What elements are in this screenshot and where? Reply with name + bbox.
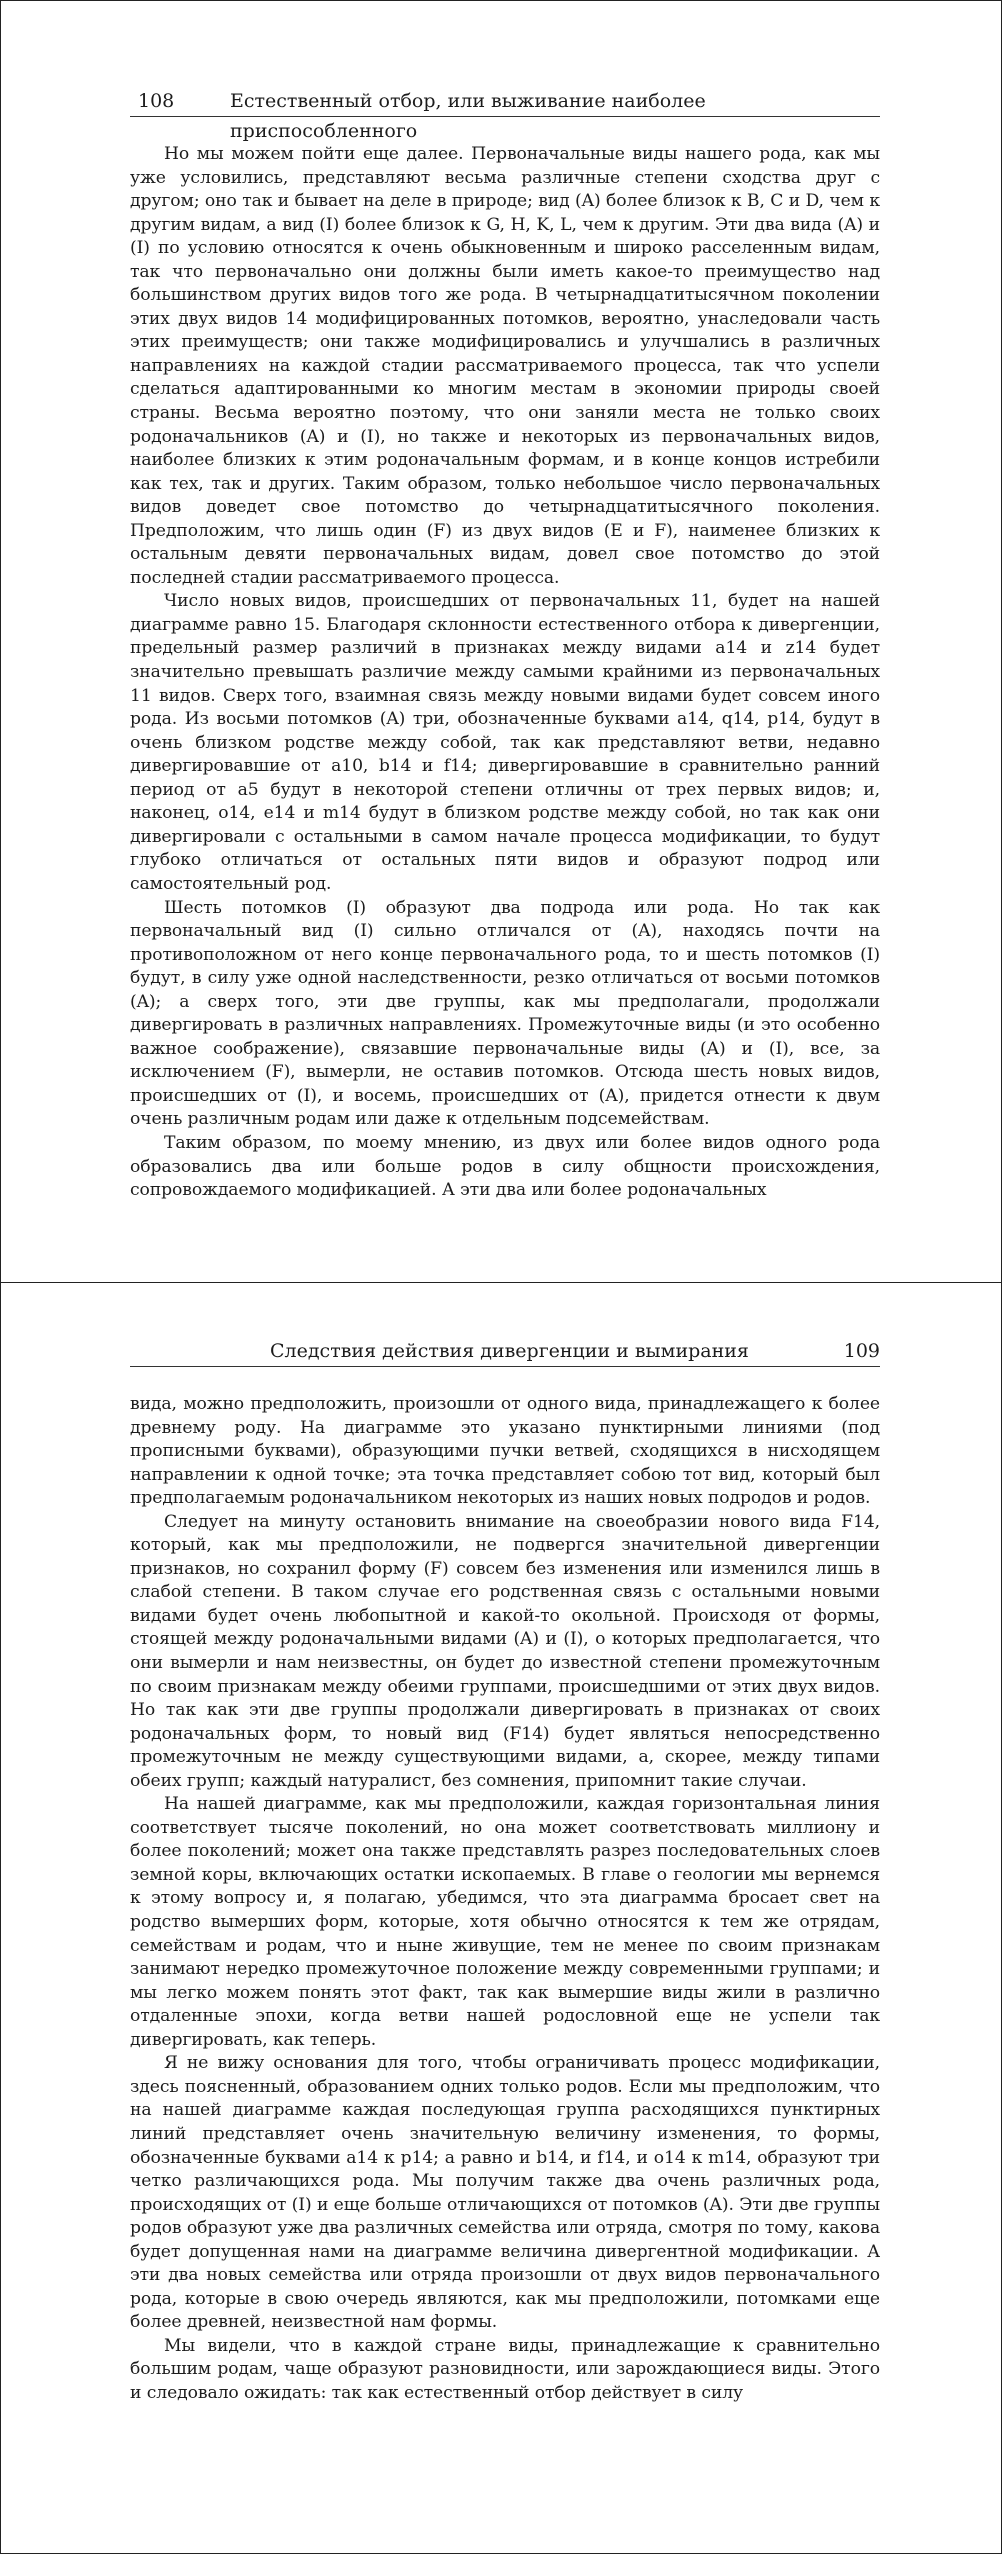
- book-page-right: [130, 1336, 880, 2516]
- paragraph: Мы видели, что в каждой стране виды, принадлежащие к сравнительно большим родам, чаще образуют разновидности, или зарождающиеся виды. Этого и следовало ожидать: так как естественный отбор действует в силу: [130, 2335, 880, 2403]
- paragraph: Но мы можем пойти еще далее. Первоначальные виды нашего рода, как мы уже условились, представляют весьма различные степени сходства друг с другом; оно так и бывает на деле в природе; вид (A) более близок к B, C и D, чем к другим видам, а вид (I) более близок к G, H, K, L, чем к другим. Эти два вида (A) и (I) по условию относятся к очень обыкновенным и широко расселенным видам, так что первоначально они должны были иметь какое-то преимущество над большинством других видов того же рода. В четырнадцатитысячном поколении этих двух видов 14 модифицированных потомков, вероятно, унаследовали часть этих преимуществ; они также модифицировались и улучшались в различных направлениях на каждой стадии рассматриваемого процесса, так что успели сделаться адаптированными ко многим местам в экономии природы своей страны. Весьма вероятно поэтому, что они заняли места не только своих родоначальников (A) и (I), но также и некоторых из первоначальных видов, наиболее близких к этим родоначальным формам, и в конце концов истребили как тех, так и других. Таким образом, только небольшое число первоначальных видов доведет свое потомство до четырнадцатитысячного поколения. Предположим, что лишь один (F) из двух видов (E и F), наименее близких к остальным девяти первоначальных видам, довел свое потомство до этой последней стадии рассматриваемого процесса.: [130, 144, 880, 588]
- paragraph: Я не вижу основания для того, чтобы ограничивать процесс модификации, здесь поясненный, образованием одних только родов. Если мы предположим, что на нашей диаграмме каждая последующая группа расходящихся пунктирных линий представляет очень значительную величину изменения, то формы, обозначенные буквами a14 к p14; а равно и b14, и f14, и o14 к m14, образуют три четко различающихся рода. Мы получим также два очень различных рода, происходящих от (I) и еще больше отличающихся от потомков (A). Эти две группы родов образуют уже два различных семейства или отряда, смотря по тому, какова будет допущенная нами на диаграмме величина дивергентной модификации. А эти два новых семейства или отряда произошли от двух видов первоначального рода, которые в свою очередь являются, как мы предположили, потомками еще более древней, неизвестной нам формы.: [130, 2053, 880, 2333]
- running-title: Естественный отбор, или выживание наиболее приспособленного: [230, 90, 706, 142]
- page-number: 108: [138, 90, 175, 112]
- page-body: [130, 1367, 880, 2406]
- page-number: 109: [843, 1340, 880, 1362]
- running-title: Следствия действия дивергенции и вымирания: [270, 1340, 749, 1362]
- page-divider: [0, 1282, 1002, 1283]
- paragraph: Шесть потомков (I) образуют два подрода или рода. Но так как первоначальный вид (I) сильно отличался от (A), находясь почти на противоположном от него конце первоначального рода, то и шесть потомков (I) будут, в силу уже одной наследственности, резко отличаться от восьми потомков (A); а сверх того, эти две группы, как мы предполагали, продолжали дивергировать в различных направлениях. Промежуточные виды (и это особенно важное соображение), связавшие первоначальные виды (A) и (I), все, за исключением (F), вымерли, не оставив потомков. Отсюда шесть новых видов, происшедших от (I), и восемь, происшедших от (A), придется отнести к двум очень различным родам или даже к отдельным подсемействам.: [130, 897, 880, 1130]
- running-head: [130, 86, 880, 142]
- paragraph: Число новых видов, происшедших от первоначальных 11, будет на нашей диаграмме равно 15. Благодаря склонности естественного отбора к дивергенции, предельный размер различий в признаках между видами a14 и z14 будет значительно превышать различие между самыми крайними из первоначальных 11 видов. Сверх того, взаимная связь между новыми видами будет совсем иного рода. Из восьми потомков (A) три, обозначенные буквами a14, q14, p14, будут в очень близком родстве между собой, так как представляют ветви, недавно дивергировавшие от a10, b14 и f14; дивергировавшие в сравнительно ранний период от a5 будут в некоторой степени отличны от трех первых видов; и, наконец, o14, e14 и m14 будут в близком родстве между собой, но так как они дивергировали с остальными в самом начале процесса модификации, то будут глубоко отличаться от остальных пяти видов и образуют подрод или самостоятельный род.: [130, 591, 880, 894]
- paragraph: На нашей диаграмме, как мы предположили, каждая горизонтальная линия соответствует тысяче поколений, но она может соответствовать миллиону и более поколений; может она также представлять разрез последовательных слоев земной коры, включающих остатки ископаемых. В главе о геологии мы вернемся к этому вопросу и, я полагаю, убедимся, что эта диаграмма бросает свет на родство вымерших форм, которые, хотя обычно относятся к тем же отрядам, семействам и родам, что и ныне живущие, тем не менее по своим признакам занимают нередко промежуточное положение между современными группами; и мы легко можем понять этот факт, так как вымершие виды жили в различно отдаленные эпохи, когда ветви нашей родословной еще не успели так дивергировать, как теперь.: [130, 1794, 880, 2050]
- paragraph: Следует на минуту остановить внимание на своеобразии нового вида F14, который, как мы предположили, не подвергся значительной дивергенции признаков, но сохранил форму (F) совсем без изменения или изменился лишь в слабой степени. В таком случае его родственная связь с остальными новыми видами будет очень любопытной и какой-то окольной. Происходя от формы, стоящей между родоначальными видами (A) и (I), о которых предполагается, что они вымерли и нам неизвестны, он будет до известной степени промежуточным по своим признакам между обеими группами, происшедшими от этих двух видов. Но так как эти две группы продолжали дивергировать в признаках от своих родоначальных форм, то новый вид (F14) будет являться непосредственно промежуточным не между существующими видами, а, скорее, между типами обеих групп; каждый натуралист, без сомнения, припомнит такие случаи.: [130, 1511, 880, 1791]
- book-page-left: [130, 86, 880, 1266]
- paragraph: вида, можно предположить, произошли от одного вида, принадлежащего к более древнему роду. На диаграмме это указано пунктирными линиями (под прописными буквами), образующими пучки ветвей, сходящихся в нисходящем направлении к одной точке; эта точка представляет собою тот вид, который был предполагаемым родоначальником некоторых из наших новых подродов и родов.: [130, 1394, 880, 1509]
- running-head: [130, 1336, 880, 1367]
- paragraph: Таким образом, по моему мнению, из двух или более видов одного рода образовались два или больше родов в силу общности происхождения, сопровождаемого модификацией. А эти два или более родоначальных: [130, 1132, 880, 1201]
- page-body: [130, 117, 880, 1203]
